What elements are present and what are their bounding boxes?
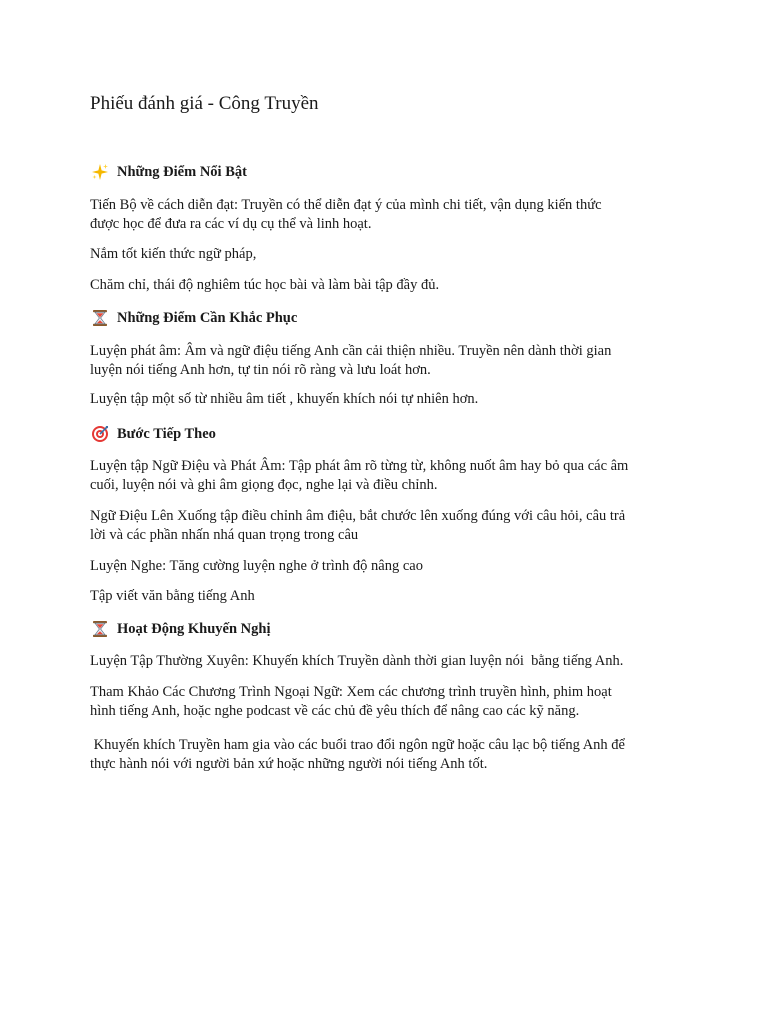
section-heading-label: Bước Tiếp Theo <box>117 426 216 442</box>
paragraph: Chăm chỉ, thái độ nghiêm túc học bài và làm bài tập đầy đủ. <box>90 277 440 293</box>
section-heading-label: Những Điểm Cần Khắc Phục <box>117 310 298 326</box>
paragraph: Tham Khảo Các Chương Trình Ngoại Ngữ: Xem các chương trình truyền hình, phim hoạt hình tiếng Anh, hoặc nghe podcast về các chủ đề yêu thích để nâng cao các kỹ năng. <box>90 684 612 719</box>
hourglass-icon <box>91 309 109 327</box>
paragraph: Luyện tập một số từ nhiều âm tiết , khuyến khích nói tự nhiên hơn. <box>90 391 479 407</box>
paragraph: Khuyến khích Truyền ham gia vào các buổi trao đổi ngôn ngữ hoặc câu lạc bộ tiếng Anh để thực hành nói với người bản xứ hoặc những người nói tiếng Anh tốt. <box>90 737 625 772</box>
paragraph: Nắm tốt kiến thức ngữ pháp, <box>90 246 257 262</box>
document-title: Phiếu đánh giá - Công Truyền <box>90 93 319 114</box>
target-icon <box>91 425 109 443</box>
section-heading-recommended-activities <box>91 619 271 639</box>
section-heading-next-steps <box>91 424 216 444</box>
sparkles-icon <box>91 163 109 181</box>
paragraph: Tiến Bộ về cách diễn đạt: Truyền có thể diễn đạt ý của mình chi tiết, vận dụng kiến thức được học để đưa ra các ví dụ cụ thể và linh hoạt. <box>90 197 602 232</box>
paragraph: Luyện Nghe: Tăng cường luyện nghe ở trình độ nâng cao <box>90 558 423 574</box>
paragraph: Tập viết văn bằng tiếng Anh <box>90 588 255 604</box>
paragraph: Luyện tập Ngữ Điệu và Phát Âm: Tập phát âm rõ từng từ, không nuốt âm hay bỏ qua các âm cuối, luyện nói và ghi âm giọng đọc, nghe lại và điều chỉnh. <box>90 458 629 493</box>
paragraph: Luyện Tập Thường Xuyên: Khuyến khích Truyền dành thời gian luyện nói bằng tiếng Anh. <box>90 653 624 669</box>
section-heading-label: Hoạt Động Khuyến Nghị <box>117 621 271 637</box>
paragraph: Ngữ Điệu Lên Xuống tập điều chỉnh âm điệu, bắt chước lên xuống đúng với câu hỏi, câu trả lời và các phần nhấn nhá quan trọng trong câu <box>90 508 626 543</box>
paragraph: Luyện phát âm: Âm và ngữ điệu tiếng Anh cần cải thiện nhiều. Truyền nên dành thời gian luyện nói tiếng Anh hơn, tự tin nói rõ ràng và lưu loát hơn. <box>90 343 612 378</box>
section-heading-highlights <box>91 162 247 182</box>
section-heading-label: Những Điểm Nổi Bật <box>117 164 247 180</box>
hourglass-icon <box>91 620 109 638</box>
section-heading-improvements <box>91 308 297 328</box>
